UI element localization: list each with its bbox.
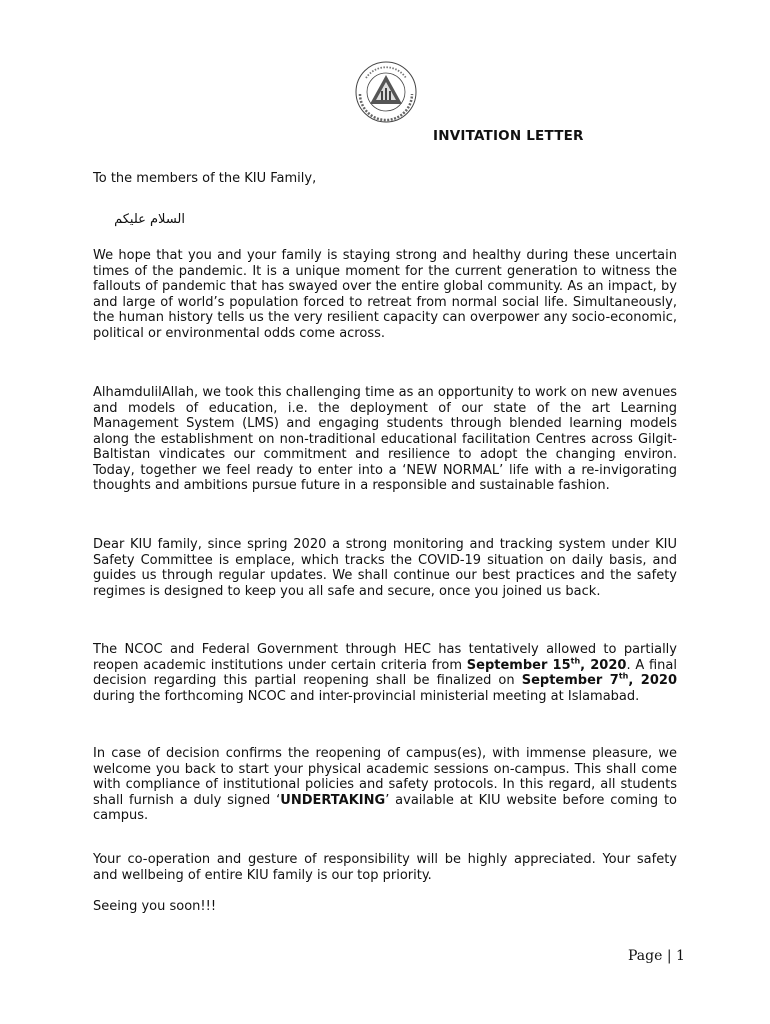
page-number: Page | 1: [628, 948, 685, 964]
salutation: To the members of the KIU Family,: [93, 171, 317, 186]
paragraph-pandemic-intro: We hope that you and your family is staying strong and healthy during these uncertain times of the pandemic. It is a unique moment for the current generation to witness the fallouts of pandemic that has swayed over the entire global community. As an impact, by and large of world’s population forced to retreat from normal social life. Simultaneously, the human history tells us the very resilient capacity can overpower any socio-economic, political or environmental odds come across.: [93, 248, 677, 341]
paragraph-reopening-dates: The NCOC and Federal Government through HEC has tentatively allowed to partially reopen academic institutions under certain criteria from September 15th, 2020. A final decision regarding this partial reopening shall be finalized on September 7th, 2020 during the forthcoming NCOC and inter-provincial ministerial meeting at Islamabad.: [93, 642, 677, 704]
date-september-15: September 15th, 2020: [466, 656, 627, 673]
date-september-7: September 7th, 2020: [521, 671, 677, 688]
letter-title: INVITATION LETTER: [433, 128, 584, 144]
paragraph-safety-committee: Dear KIU family, since spring 2020 a strong monitoring and tracking system under KIU Safety Committee is emplace, which tracks the COVID-19 situation on daily basis, and guides us through regular updates. We shall continue our best practices and the safety regimes is designed to keep you all safe and secure, once you joined us back.: [93, 537, 677, 599]
paragraph-cooperation: Your co-operation and gesture of responsibility will be highly appreciated. Your safety and wellbeing of entire KIU family is our top priority.: [93, 852, 677, 883]
university-seal-logo: [354, 60, 418, 124]
paragraph-new-normal: AlhamdulilAllah, we took this challenging time as an opportunity to work on new avenues and models of education, i.e. the deployment of our state of the art Learning Management System (LMS) and engaging students through blended learning models along the establishment on non-traditional educational facilitation Centres across Gilgit-Baltistan vindicates our commitment and resilience to adopt the changing environ. Today, together we feel ready to enter into a ‘NEW NORMAL’ life with a re-invigorating thoughts and ambitions pursue future in a responsible and sustainable fashion.: [93, 385, 677, 493]
paragraph-undertaking: In case of decision confirms the reopening of campus(es), with immense pleasure, we welcome you back to start your physical academic sessions on-campus. This shall come with compliance of institutional policies and safety protocols. In this regard, all students shall furnish a duly signed ‘UNDERTAKING’ available at KIU website before coming to campus.: [93, 746, 677, 823]
arabic-greeting: السلام علیکم: [114, 212, 185, 227]
closing-line: Seeing you soon!!!: [93, 899, 217, 914]
undertaking-emphasis: UNDERTAKING: [280, 792, 386, 808]
